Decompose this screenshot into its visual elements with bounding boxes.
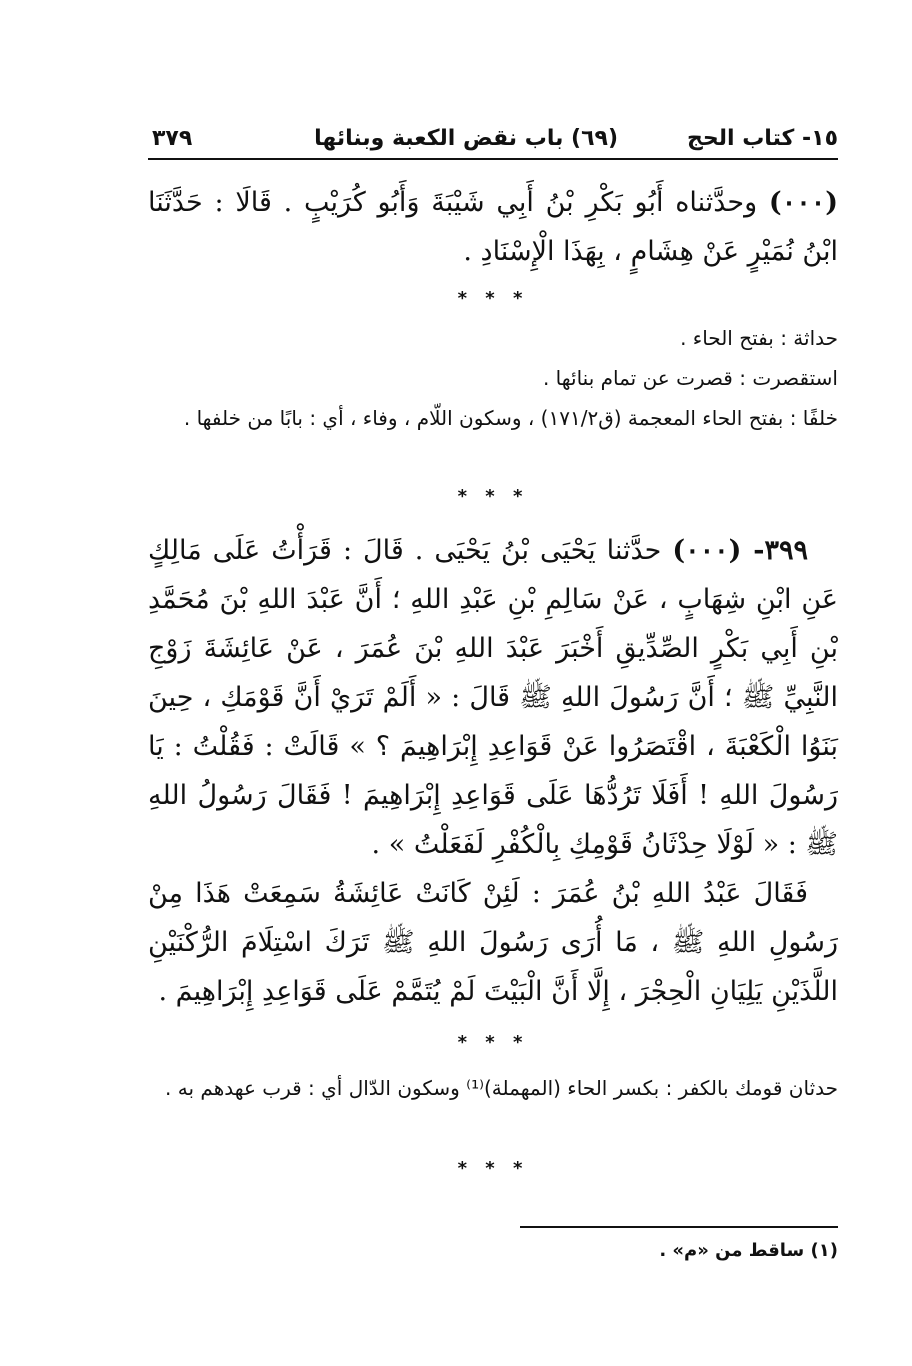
note-line: حداثة : بفتح الحاء . — [680, 326, 838, 350]
running-header — [148, 118, 838, 160]
page-number: ٣٧٩ — [152, 126, 193, 151]
book-title: ١٥- كتاب الحج — [687, 126, 838, 151]
footnote-rule — [520, 1226, 838, 1228]
hadith-section-1 — [148, 178, 838, 276]
glossary-notes-1 — [148, 318, 838, 438]
footnote: (١) ساقط من «م» . — [659, 1240, 838, 1261]
separator-stars: * * * — [457, 288, 529, 309]
note-line: استقصرت : قصرت عن تمام بنائها . — [542, 366, 838, 390]
chapter-title: (٦٩) باب نقض الكعبة وبنائها — [314, 126, 618, 151]
note-line: خلفًا : بفتح الحاء المعجمة (ق١٧١/٢) ، وسكون اللّام ، وفاء ، أي : بابًا من خلفها . — [183, 406, 838, 430]
separator-stars: * * * — [457, 1158, 529, 1179]
separator-stars: * * * — [457, 486, 529, 507]
note-line: حدثان قومك بالكفر : بكسر الحاء (المهملة)⁽¹⁾ وسكون الدّال أي : قرب عهدهم به . — [165, 1076, 838, 1100]
hadith-text: حدَّثنا يَحْيَى بْنُ يَحْيَى . قَالَ : قَرَأْتُ عَلَى مَالِكٍ عَنِ ابْنِ شِهَابٍ ، عَنْ سَالِمِ بْنِ عَبْدِ اللهِ ؛ أَنَّ عَبْدَ اللهِ بْنَ مُحَمَّدِ بْنِ أَبِي بَكْرٍ الصِّدِّيقِ أَخْبَرَ عَبْدَ اللهِ بْنَ عُمَرَ ، عَنْ عَائِشَةَ زَوْجِ النَّبِيِّ ﷺ ؛ أَنَّ رَسُولَ اللهِ ﷺ قَالَ : « أَلَمْ تَرَيْ أَنَّ قَوْمَكِ ، حِينَ بَنَوُا الْكَعْبَةَ ، اقْتَصَرُوا عَنْ قَوَاعِدِ إِبْرَاهِيمَ ؟ » قَالَتْ : فَقُلْتُ : يَا رَسُولَ اللهِ ! أَفَلَا تَرُدُّهَا عَلَى قَوَاعِدِ إِبْرَاهِيمَ ! فَقَالَ رَسُولُ اللهِ ﷺ : « لَوْلَا حِدْثَانُ قَوْمِكِ بِالْكُفْرِ لَفَعَلْتُ » . — [148, 535, 838, 860]
separator-stars: * * * — [457, 1032, 529, 1053]
hadith-number: ٣٩٩- (٠٠٠) — [672, 535, 808, 566]
hadith-section-2 — [148, 526, 838, 1016]
glossary-notes-2 — [148, 1068, 838, 1108]
hadith-text: وحدَّثناه أَبُو بَكْرِ بْنُ أَبِي شَيْبَةَ وَأَبُو كُرَيْبٍ . قَالَا : حَدَّثَنَا ابْنُ نُمَيْرٍ عَنْ هِشَامٍ ، بِهَذَا الْإِسْنَادِ . — [148, 187, 838, 267]
hadith-paragraph: فَقَالَ عَبْدُ اللهِ بْنُ عُمَرَ : لَئِنْ كَانَتْ عَائِشَةُ سَمِعَتْ هَذَا مِنْ رَسُولِ اللهِ ﷺ ، مَا أُرَى رَسُولَ اللهِ ﷺ تَرَكَ اسْتِلَامَ الرُّكْنَيْنِ اللَّذَيْنِ يَلِيَانِ الْحِجْرَ ، إِلَّا أَنَّ الْبَيْتَ لَمْ يُتَمَّمْ عَلَى قَوَاعِدِ إِبْرَاهِيمَ . — [148, 878, 838, 1007]
hadith-number: (٠٠٠) — [768, 187, 838, 218]
